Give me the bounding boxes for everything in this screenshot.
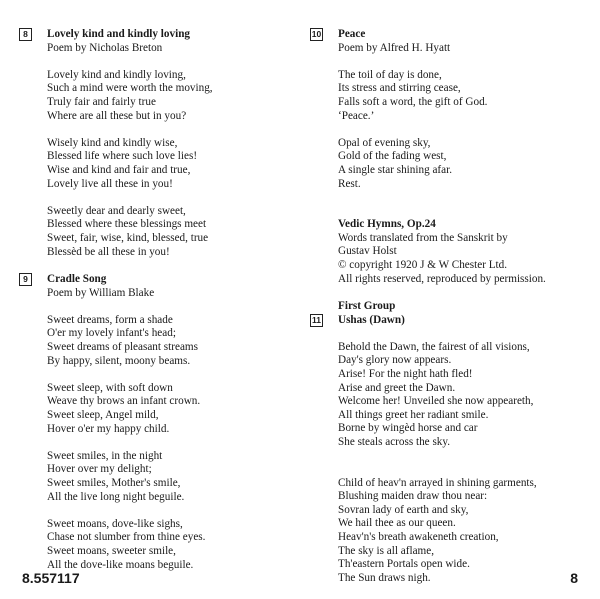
stanza [338, 477, 595, 586]
track-10 [310, 28, 595, 191]
lyric-line: Hover o'er my happy child. [47, 422, 170, 435]
left-column [19, 28, 289, 572]
lyric-line: All things greet her radiant smile. [338, 408, 489, 421]
stanza [47, 314, 289, 368]
vedic-hymns-title: Vedic Hymns, Op.24 [338, 218, 436, 231]
lyric-line: Chase not slumber from thine eyes. [47, 531, 206, 544]
stanza [47, 450, 289, 504]
lyric-line: Sweet, fair, wise, kind, blessed, true [47, 231, 209, 244]
vedic-hymns-credits [338, 232, 595, 286]
lyric-line: Sweetly dear and dearly sweet, [47, 204, 186, 217]
lyric-line: By happy, silent, moony beams. [47, 354, 191, 367]
track-10-title: Peace [338, 28, 366, 40]
lyric-line: Th'eastern Portals open wide. [338, 558, 470, 571]
page-number: 8 [570, 570, 578, 586]
lyric-line: Arise! For the night hath fled! [338, 368, 473, 381]
lyric-line: Child of heav'n arrayed in shining garments, [338, 476, 537, 489]
lyric-line: Sweet dreams of pleasant streams [47, 341, 198, 354]
stanza [338, 341, 595, 450]
credit-line: Gustav Holst [338, 245, 397, 258]
vedic-hymns-info [310, 218, 595, 286]
lyric-line: ‘Peace.’ [338, 109, 375, 122]
lyric-line: The sky is all aflame, [338, 544, 434, 557]
lyric-line: Blessèd be all these in you! [47, 245, 170, 258]
track-number-8: 8 [19, 28, 32, 41]
credit-line: Words translated from the Sanskrit by [338, 231, 508, 244]
track-11-lyrics [338, 341, 595, 586]
track-8 [19, 28, 289, 259]
lyric-line: Lovely live all these in you! [47, 177, 173, 190]
lyric-line: Sovran lady of earth and sky, [338, 503, 469, 516]
track-10-lyrics [338, 69, 595, 191]
group-heading: First Group [338, 300, 396, 313]
lyric-line: Sweet smiles, in the night [47, 449, 163, 462]
first-group [310, 300, 595, 314]
lyric-line: All the live long night beguile. [47, 490, 185, 503]
right-column [310, 28, 595, 585]
lyric-line: She steals across the sky. [338, 436, 451, 449]
lyric-line: Borne by wingèd horse and car [338, 422, 478, 435]
stanza [47, 205, 289, 259]
track-8-credit: Poem by Nicholas Breton [47, 41, 163, 54]
catalog-number: 8.557117 [22, 570, 80, 586]
lyric-line: All the dove-like moans beguile. [47, 558, 194, 571]
track-number-9: 9 [19, 273, 32, 286]
lyric-line: Such a mind were worth the moving, [47, 82, 213, 95]
stanza [338, 69, 595, 123]
lyric-line: Rest. [338, 177, 361, 190]
lyric-line: Sweet moans, dove-like sighs, [47, 517, 183, 530]
lyric-line: Blushing maiden draw thou near: [338, 490, 488, 503]
track-8-lyrics [47, 69, 289, 259]
lyric-line: Welcome her! Unveiled she now appeareth, [338, 395, 534, 408]
track-10-credit: Poem by Alfred H. Hyatt [338, 41, 451, 54]
track-8-title: Lovely kind and kindly loving [47, 28, 191, 40]
credit-line: © copyright 1920 J & W Chester Ltd. [338, 258, 508, 271]
lyric-line: Hover over my delight; [47, 463, 152, 476]
track-number-11: 11 [312, 314, 321, 325]
lyric-line: Its stress and stirring cease, [338, 82, 461, 95]
track-number-10: 10 [311, 29, 322, 39]
lyric-line: The Sun draws nigh. [338, 571, 431, 584]
lyric-line: We hail thee as our queen. [338, 517, 456, 530]
lyric-line: Blessed life where such love lies! [47, 150, 198, 163]
lyric-line: Falls soft a word, the gift of God. [338, 95, 488, 108]
lyric-line: Weave thy brows an infant crown. [47, 395, 201, 408]
lyric-line: Sweet smiles, Mother's smile, [47, 477, 181, 489]
lyric-line: Wisely kind and kindly wise, [47, 136, 178, 149]
track-9-credit: Poem by William Blake [47, 286, 155, 299]
lyric-line: Sweet dreams, form a shade [47, 313, 173, 326]
lyric-line: Opal of evening sky, [338, 136, 431, 149]
stanza [338, 137, 595, 191]
lyric-line: Behold the Dawn, the fairest of all visions, [338, 340, 530, 353]
track-11-title: Ushas (Dawn) [338, 313, 405, 326]
lyric-line: Gold of the fading west, [338, 150, 447, 163]
lyric-line: Arise and greet the Dawn. [338, 381, 456, 394]
lyric-line: Sweet moans, sweeter smile, [47, 544, 176, 557]
lyric-line: Truly fair and fairly true [47, 95, 156, 108]
lyric-line: Where are all these but in you? [47, 109, 187, 122]
lyric-line: The toil of day is done, [338, 68, 442, 81]
lyric-line: Lovely kind and kindly loving, [47, 68, 186, 81]
lyric-line: O'er my lovely infant's head; [47, 327, 176, 340]
lyric-line: Blessed where these blessings meet [47, 218, 207, 231]
lyric-line: Heav'n's breath awakeneth creation, [338, 531, 499, 543]
stanza [47, 137, 289, 191]
stanza [47, 382, 289, 436]
lyric-line: A single star shining afar. [338, 163, 453, 176]
lyric-line: Sweet sleep, Angel mild, [47, 409, 159, 422]
track-9-lyrics [47, 314, 289, 572]
stanza [47, 69, 289, 123]
credit-line: All rights reserved, reproduced by permission. [338, 272, 546, 285]
lyric-line: Day's glory now appears. [338, 354, 452, 367]
track-9 [19, 273, 289, 572]
track-9-title: Cradle Song [47, 273, 107, 286]
stanza [47, 518, 289, 572]
lyric-line: Wise and kind and fair and true, [47, 163, 191, 176]
lyric-line: Sweet sleep, with soft down [47, 381, 173, 394]
track-11 [310, 314, 595, 586]
